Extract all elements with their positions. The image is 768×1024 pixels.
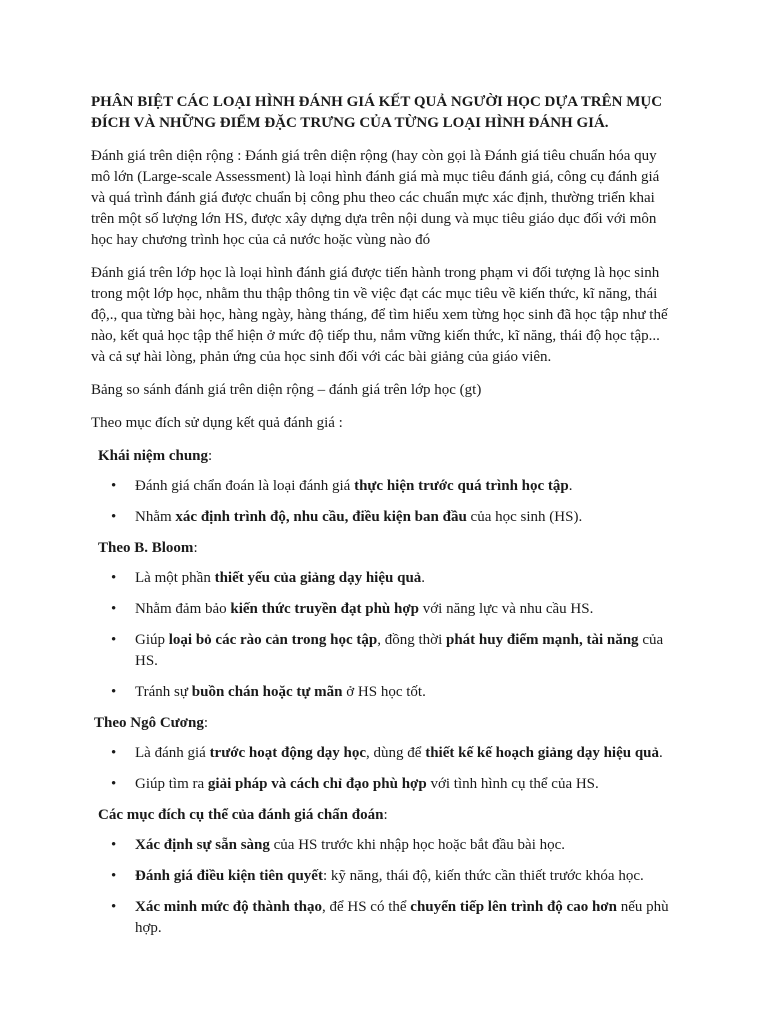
bold-text: Xác minh mức độ thành thạo <box>135 899 322 915</box>
bold-text: Đánh giá điều kiện tiên quyết <box>135 868 323 884</box>
text-run: với năng lực và nhu cầu HS. <box>419 601 594 617</box>
list-item <box>91 599 677 620</box>
text-run: với tình hình cụ thể của HS. <box>426 776 599 792</box>
text-run: , đồng thời <box>377 632 446 648</box>
text-run: nếu phù hợp. <box>135 899 669 936</box>
paragraph-large-scale: Đánh giá trên diện rộng : Đánh giá trên diện rộng (hay còn gọi là Đánh giá tiêu chuẩn hóa quy mô lớn (Large-scale Assessment) là loại hình đánh giá mà mục tiêu đánh giá, công cụ đánh giá và quá trình đánh giá được chuẩn bị công phu theo các chuẩn mực xác định, thường triển khai trên một số lượng lớn HS, được xây dựng dựa trên nội dung và mục tiêu giáo dục đối với môn học hay chương trình học của cả nước hoặc vùng nào đó <box>91 148 660 248</box>
text-run: , dùng để <box>366 745 426 761</box>
text-run: ở HS học tốt. <box>342 684 426 700</box>
text-run: Là một phần <box>135 570 215 586</box>
text-run: . <box>421 570 426 586</box>
text-run: của học sinh (HS). <box>466 509 583 525</box>
paragraph-comparison-table-note: Bảng so sánh đánh giá trên diện rộng – đánh giá trên lớp học (gt) <box>91 382 482 398</box>
text-run: , để HS có thể <box>321 899 411 915</box>
list-item <box>91 568 677 589</box>
bold-text: giải pháp và cách chỉ đạo phù hợp <box>207 776 427 792</box>
bullet-icon: • <box>111 776 117 792</box>
bullet-icon: • <box>111 899 117 915</box>
text-run: Là đánh giá <box>135 745 210 761</box>
bullet-icon: • <box>111 632 117 648</box>
bold-text: Xác định sự sẵn sàng <box>135 837 270 853</box>
list-item <box>91 866 677 887</box>
list-item <box>91 774 677 795</box>
text-run: . <box>568 478 573 494</box>
bold-text: phát huy điểm mạnh, tài năng <box>446 632 639 648</box>
bullet-icon: • <box>111 868 117 884</box>
section-heading-specific-purposes: Các mục đích cụ thể của đánh giá chẩn đoán: <box>98 807 388 823</box>
text-run: Nhằm <box>135 509 176 525</box>
text-run: của HS. <box>135 632 664 669</box>
list-item <box>91 476 677 497</box>
document-body <box>91 92 677 949</box>
list-ngo-cuong <box>91 743 677 795</box>
list-item <box>91 743 677 764</box>
list-item <box>91 630 677 672</box>
bold-text: trước hoạt động dạy học <box>209 745 367 761</box>
list-item <box>91 897 677 939</box>
paragraph-classroom: Đánh giá trên lớp học là loại hình đánh giá được tiến hành trong phạm vi đối tượng là học sinh trong một lớp học, nhằm thu thập thông tin về việc đạt các mục tiêu về kiến thức, kĩ năng, thái độ,., qua từng bài học, hàng ngày, hàng tháng, để tìm hiểu xem từng học sinh đã học tập như thế nào, kết quả học tập thể hiện ở mức độ tiếp thu, nắm vững kiến thức, kĩ năng, thái độ học tập... và cả sự hài lòng, phản ứng của học sinh đối với các bài giảng của giáo viên. <box>91 265 668 365</box>
section-heading-ngo-cuong: Theo Ngô Cương: <box>94 715 208 731</box>
bullet-icon: • <box>111 837 117 853</box>
text-run: Nhằm đảm bảo <box>135 601 231 617</box>
document-title: PHÂN BIỆT CÁC LOẠI HÌNH ĐÁNH GIÁ KẾT QUẢ NGƯỜI HỌC DỰA TRÊN MỤC ĐÍCH VÀ NHỮNG ĐIỂM ĐẶC TRƯNG CỦA TỪNG LOẠI HÌNH ĐÁNH GIÁ. <box>91 94 663 131</box>
bold-text: kiến thức truyền đạt phù hợp <box>230 601 419 617</box>
bold-text: thiết yếu của giảng dạy hiệu quả <box>214 570 422 586</box>
bold-text: thiết kế kế hoạch giảng dạy hiệu quả <box>425 745 660 761</box>
text-run: Tránh sự <box>135 684 192 700</box>
list-specific-purposes <box>91 835 677 939</box>
list-bloom <box>91 568 677 703</box>
bold-text: loại bỏ các rào cản trong học tập <box>168 632 378 648</box>
text-run: : kỹ năng, thái độ, kiến thức cần thiết trước khóa học. <box>322 868 644 884</box>
text-run: Đánh giá chẩn đoán là loại đánh giá <box>135 478 355 494</box>
bullet-icon: • <box>111 478 117 494</box>
bullet-icon: • <box>111 745 117 761</box>
bold-text: thực hiện trước quá trình học tập <box>354 478 569 494</box>
paragraph-purpose-intro: Theo mục đích sử dụng kết quả đánh giá : <box>91 415 343 431</box>
bullet-icon: • <box>111 601 117 617</box>
text-run: Giúp tìm ra <box>135 776 208 792</box>
text-run: của HS trước khi nhập học hoặc bắt đầu bài học. <box>269 837 566 853</box>
list-item <box>91 835 677 856</box>
bold-text: chuyển tiếp lên trình độ cao hơn <box>410 899 617 915</box>
list-general-concept <box>91 476 677 528</box>
section-heading-bloom: Theo B. Bloom: <box>98 540 198 556</box>
list-item <box>91 507 677 528</box>
bullet-icon: • <box>111 684 117 700</box>
bullet-icon: • <box>111 509 117 525</box>
bold-text: buồn chán hoặc tự mãn <box>191 684 343 700</box>
bullet-icon: • <box>111 570 117 586</box>
list-item <box>91 682 677 703</box>
text-run: . <box>659 745 663 761</box>
section-heading-general-concept: Khái niệm chung: <box>98 448 213 464</box>
bold-text: xác định trình độ, nhu cầu, điều kiện ban đầu <box>175 509 467 525</box>
text-run: Giúp <box>135 632 169 648</box>
